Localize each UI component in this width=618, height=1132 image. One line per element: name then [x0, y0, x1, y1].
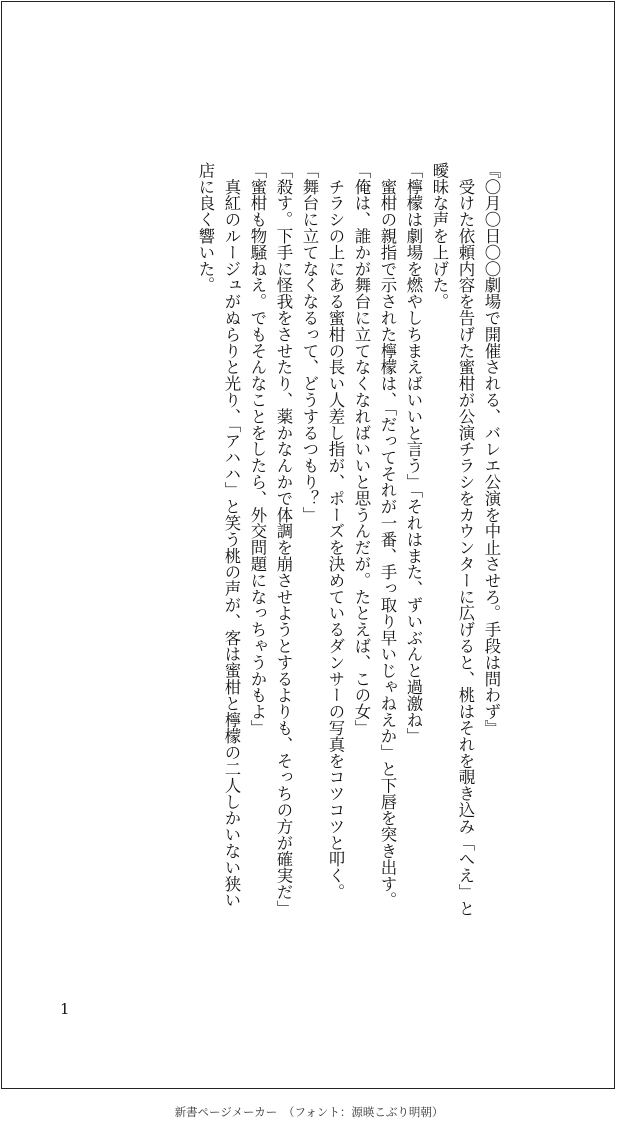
paragraph: 「俺は、誰かが舞台に立てなくなればいいと思うんだが。たとえば、この女」: [352, 162, 371, 736]
paragraph: チラシの上にある蜜柑の長い人差し指が、ポーズを決めているダンサーの写真をコツコツと叩く。: [326, 162, 345, 900]
page-number: 1: [60, 1000, 70, 1018]
page-frame: [1, 1, 615, 1089]
paragraph: 「檸檬は劇場を燃やしちまえばいいと言う」「それはまた、ずいぶんと過激ね」: [404, 162, 423, 745]
paragraph: 真紅のルージュがぬらりと光り、「アハハ」と笑う桃の声が、客は蜜柑と檸檬の二人しかいない狭い店に良く響いた。: [196, 162, 241, 909]
vertical-text-body: [192, 162, 504, 922]
paragraph: 『〇月〇日〇〇劇場で開催される、バレエ公演を中止させろ。手段は問わず』: [482, 162, 501, 736]
paragraph: 受けた依頼内容を告げた蜜柑が公演チラシをカウンターに広げると、桃はそれを覗き込み「へえ」と曖昧な声を上げた。: [430, 162, 475, 917]
footer-caption: 新書ページメーカー （フォント：源暎こぶり明朝）: [174, 1105, 444, 1119]
paragraph: 蜜柑の親指で示された檸檬は、「だってそれが一番、手っ取り早いじゃねえか」と下唇を突き出す。: [378, 162, 397, 909]
paragraph: 「蜜柑も物騒ねえ。でもそんなことをしたら、外交問題になっちゃうかもよ」: [248, 162, 267, 736]
paragraph: 「殺す。下手に怪我をさせたり、薬かなんかで体調を崩させようとするよりも、そっちの方が確実だ」: [274, 162, 293, 917]
paragraph: 「舞台に立てなくなるって、どうするつもり？」: [300, 162, 319, 523]
